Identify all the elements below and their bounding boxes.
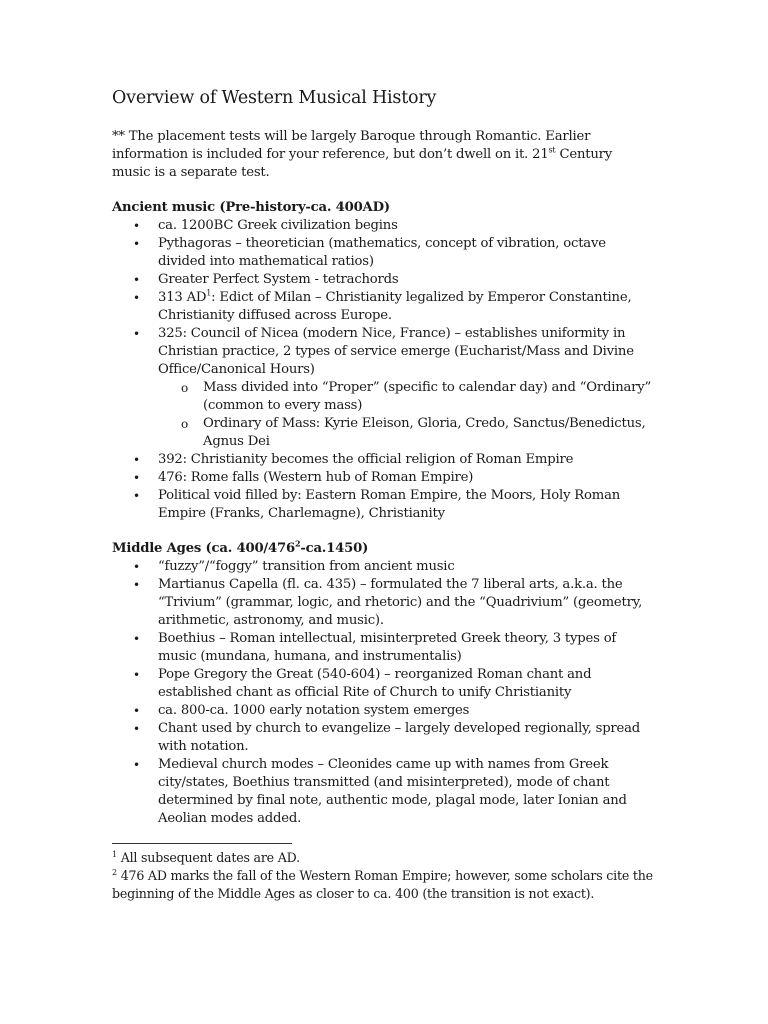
list-item xyxy=(112,666,652,702)
note-text-1: ** The placement tests will be largely Baroque through Romantic. Earlier information is included for your reference, but don’t dwell on it. 21 xyxy=(112,129,591,162)
footnote-ref-2[interactable]: 2 xyxy=(294,538,301,549)
bullet-icon: • xyxy=(133,453,140,467)
list-item-text: Chant used by church to evangelize – largely developed regionally, spread with notation. xyxy=(158,721,641,754)
footnote-text: 476 AD marks the fall of the Western Roman Empire; however, some scholars cite the beginning of the Middle Ages as closer to ca. 400 (the transition is not exact). xyxy=(112,868,653,901)
list-item xyxy=(112,576,652,630)
footnote-2 xyxy=(112,867,672,903)
bullet-icon: • xyxy=(133,219,140,233)
section-heading-middle-ages xyxy=(112,540,652,558)
list-item xyxy=(112,289,652,325)
bullet-icon: • xyxy=(133,668,140,682)
list-item xyxy=(112,756,652,828)
sub-list-item-text: Mass divided into “Proper” (specific to calendar day) and “Ordinary” (common to every mass) xyxy=(203,380,652,413)
sub-list-item xyxy=(158,379,652,415)
footnote-divider xyxy=(112,843,292,844)
list-item xyxy=(112,558,652,576)
list-item-text: Political void filled by: Eastern Roman Empire, the Moors, Holy Roman Empire (Franks, Charlemagne), Christianity xyxy=(158,488,621,521)
list-item-text: Boethius – Roman intellectual, misinterpreted Greek theory, 3 types of music (mundana, humana, and instrumentalis) xyxy=(158,631,617,664)
bullet-icon: • xyxy=(133,237,140,251)
circle-bullet-icon: o xyxy=(181,381,189,395)
list-item xyxy=(112,487,652,523)
list-item xyxy=(112,271,652,289)
section-heading-ancient: Ancient music (Pre-history-ca. 400AD) xyxy=(112,200,390,215)
placement-note xyxy=(112,128,652,182)
bullet-icon: • xyxy=(133,578,140,592)
document-page xyxy=(112,88,652,845)
bullet-icon: • xyxy=(133,758,140,772)
footnote-number: 1 xyxy=(112,849,117,859)
heading-text: Middle Ages (ca. 400/476 xyxy=(112,541,295,556)
page-title: Overview of Western Musical History xyxy=(112,88,437,108)
list-item xyxy=(112,702,652,720)
list-item-text: Pythagoras – theoretician (mathematics, concept of vibration, octave divided into mathematical ratios) xyxy=(158,236,606,269)
list-item xyxy=(112,469,652,487)
bullet-icon: • xyxy=(133,704,140,718)
footnote-number: 2 xyxy=(112,867,117,877)
list-item-text: ca. 1200BC Greek civilization begins xyxy=(158,218,398,233)
bullet-icon: • xyxy=(133,471,140,485)
list-item-text: Pope Gregory the Great (540-604) – reorganized Roman chant and established chant as official Rite of Church to unify Christianity xyxy=(158,667,592,700)
note-sup: st xyxy=(548,145,556,155)
sub-list xyxy=(158,379,652,451)
list-item xyxy=(112,217,652,235)
footnote-1 xyxy=(112,849,672,867)
bullet-icon: • xyxy=(133,489,140,503)
list-item xyxy=(112,235,652,271)
footnote-text: All subsequent dates are AD. xyxy=(116,850,300,865)
bullet-icon: • xyxy=(133,327,140,341)
bullet-icon: • xyxy=(133,291,140,305)
sub-list-item-text: Ordinary of Mass: Kyrie Eleison, Gloria, Credo, Sanctus/Benedictus, Agnus Dei xyxy=(203,416,646,449)
list-item-text: “fuzzy”/“foggy” transition from ancient music xyxy=(158,559,455,574)
footnote-ref-1[interactable]: 1 xyxy=(206,288,212,298)
list-item-text: Greater Perfect System - tetrachords xyxy=(158,272,399,287)
middle-ages-list xyxy=(112,558,652,828)
list-item-text: : Edict of Milan – Christianity legalized by Emperor Constantine, Christianity diffused across Europe. xyxy=(158,290,632,323)
note-text-2: Century music is a separate test. xyxy=(112,147,612,180)
list-item-text: Martianus Capella (fl. ca. 435) – formulated the 7 liberal arts, a.k.a. the “Trivium” (grammar, logic, and rhetoric) and the “Quadrivium” (geometry, arithmetic, astronomy, and music). xyxy=(158,577,643,628)
list-item xyxy=(112,630,652,666)
list-item xyxy=(112,451,652,469)
bullet-icon: • xyxy=(133,632,140,646)
list-item-text: Medieval church modes – Cleonides came up with names from Greek city/states, Boethius transmitted (and misinterpreted), mode of chant determined by final note, authentic mode, plagal mode, later Ionian and Aeolian modes added. xyxy=(158,757,627,826)
list-item-text: 325: Council of Nicea (modern Nice, France) – establishes uniformity in Christian practice, 2 types of service emerge (Eucharist/Mass and Divine Office/Canonical Hours) xyxy=(158,326,634,377)
sub-list-item xyxy=(158,415,652,451)
heading-text: -ca.1450) xyxy=(300,541,369,556)
list-item-text: 313 AD xyxy=(158,290,207,305)
ancient-list xyxy=(112,217,652,523)
list-item xyxy=(112,720,652,756)
list-item-text: ca. 800-ca. 1000 early notation system emerges xyxy=(158,703,470,718)
circle-bullet-icon: o xyxy=(181,417,189,431)
list-item-text: 476: Rome falls (Western hub of Roman Empire) xyxy=(158,470,474,485)
list-item xyxy=(112,325,652,451)
bullet-icon: • xyxy=(133,273,140,287)
bullet-icon: • xyxy=(133,722,140,736)
bullet-icon: • xyxy=(133,560,140,574)
list-item-text: 392: Christianity becomes the official religion of Roman Empire xyxy=(158,452,574,467)
footnotes xyxy=(112,849,672,903)
